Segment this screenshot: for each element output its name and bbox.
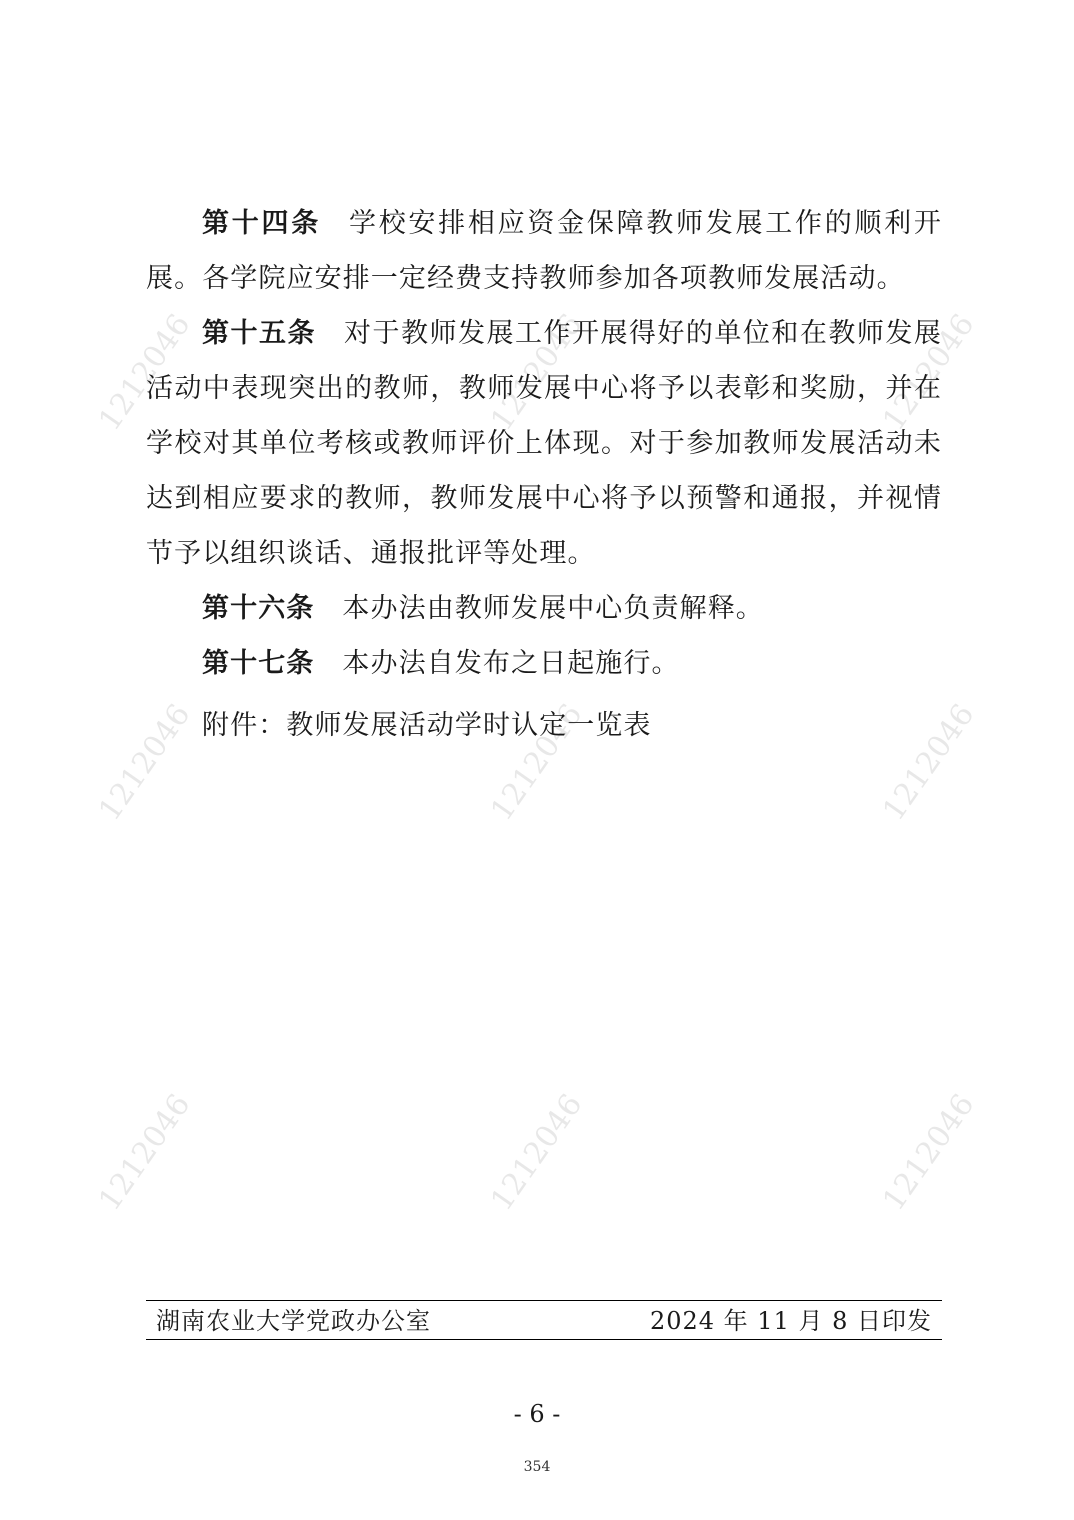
footer-issuer: 湖南农业大学党政办公室 <box>156 1307 431 1335</box>
watermark: 1212046 <box>484 1087 590 1218</box>
article-text: 本办法由教师发展中心负责解释。 <box>342 593 764 624</box>
article-text: 本办法自发布之日起施行。 <box>342 648 680 679</box>
footer-date: 2024 年 11 月 8 日印发 <box>649 1307 932 1335</box>
page-number: - 6 - <box>513 1400 561 1428</box>
watermark: 1212046 <box>876 697 982 828</box>
watermark: 1212046 <box>876 307 982 438</box>
article-17 <box>146 636 942 691</box>
attachment-note: 附件：教师发展活动学时认定一览表 <box>202 710 652 741</box>
watermark: 1212046 <box>484 697 590 828</box>
footer-rule-bottom <box>146 1339 942 1340</box>
article-label: 第十六条 <box>202 593 315 624</box>
article-15 <box>146 306 942 581</box>
article-text: 对于教师发展工作开展得好的单位和在教师发展活动中表现突出的教师，教师发展中心将予以表彰和奖励，并在学校对其单位考核或教师评价上体现。对于参加教师发展活动未达到相应要求的教师，教师发展中心将予以预警和通报，并视情节予以组织谈话、通报批评等处理。 <box>146 318 942 569</box>
watermark: 1212046 <box>92 307 198 438</box>
article-text: 学校安排相应资金保障教师发展工作的顺利开展。各学院应安排一定经费支持教师参加各项教师发展活动。 <box>146 208 943 294</box>
article-label: 第十五条 <box>202 318 316 349</box>
watermark: 1212046 <box>92 697 198 828</box>
footer-rule-top <box>146 1300 942 1301</box>
article-label: 第十七条 <box>202 648 315 679</box>
article-label: 第十四条 <box>202 208 321 239</box>
article-14 <box>146 196 942 306</box>
watermark: 1212046 <box>92 1087 198 1218</box>
watermark: 1212046 <box>484 307 590 438</box>
watermark: 1212046 <box>876 1087 982 1218</box>
body-text <box>146 196 942 691</box>
article-16 <box>146 581 942 636</box>
scan-number: 354 <box>523 1459 551 1475</box>
